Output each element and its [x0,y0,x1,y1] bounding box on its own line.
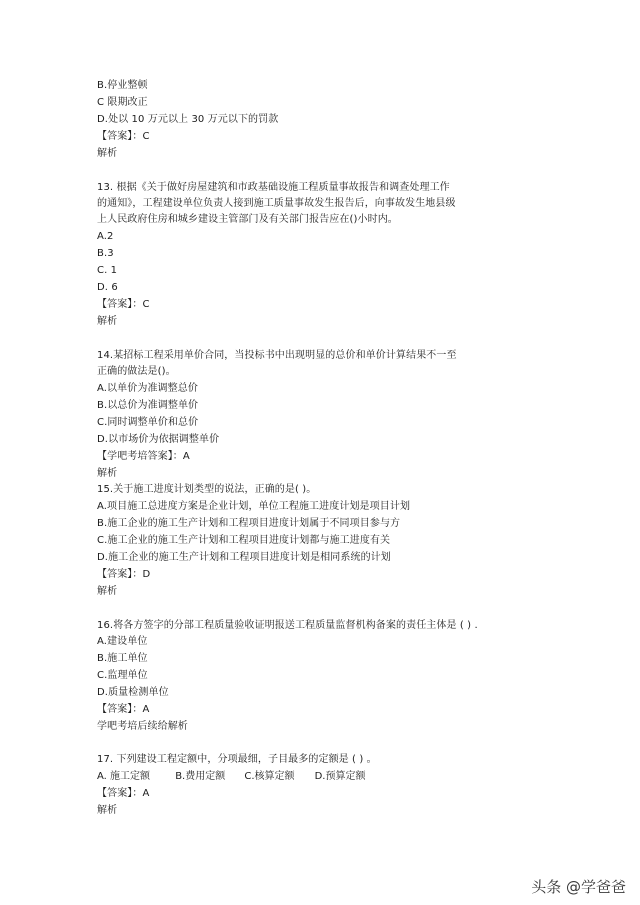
q12-analysis: 解析 [97,148,118,159]
q16-option-c: C.监理单位 [97,670,148,681]
q14-option-a: A.以单价为准调整总价 [97,383,198,394]
toutiao-watermark [531,876,626,897]
q13-stem-line-3: 上人民政府住房和城乡建设主管部门及有关部门报告应在()小时内。 [97,214,398,225]
q13-stem-line-2: 的通知》，工程建设单位负责人接到施工质量事故发生报告后，向事故发生地县级 [97,198,456,209]
q15-stem-line-1: 15.关于施工进度计划类型的说法，正确的是( )。 [97,484,317,495]
q12-option-d: D.处以 10 万元以上 30 万元以下的罚款 [97,114,279,125]
q16-stem-line-1: 16.将各方签字的分部工程质量验收证明报送工程质量监督机构备案的责任主体是 ( ) . [97,620,478,631]
q17-option-d: D.预算定额 [314,771,366,782]
q17-answer: 【答案】：A [97,788,150,799]
q17-options-row [97,770,365,784]
q15-option-d: D.施工企业的施工生产计划和工程项目进度计划是相同系统的计划 [97,552,391,563]
q17-option-a: A. 施工定额 [97,771,151,782]
q14-stem-line-1: 14.某招标工程采用单价合同，当投标书中出现明显的总价和单价计算结果不一至 [97,350,457,361]
q15-option-a: A.项目施工总进度方案是企业计划，单位工程施工进度计划是项目计划 [97,501,411,512]
q17-analysis: 解析 [97,805,118,816]
q14-option-c: C.同时调整单价和总价 [97,417,199,428]
q12-option-c: C 限期改正 [97,97,148,108]
q13-option-b: B.3 [97,248,114,259]
q14-option-d: D.以市场价为依据调整单价 [97,434,220,445]
q16-answer: 【答案】：A [97,704,150,715]
q17-stem-line-1: 17. 下列建设工程定额中，分项最细，子目最多的定额是 ( ) 。 [97,754,377,765]
q15-option-c: C.施工企业的施工生产计划和工程项目进度计划都与施工进度有关 [97,535,391,546]
q15-analysis: 解析 [97,586,118,597]
q13-answer: 【答案】：C [97,299,150,310]
q15-option-b: B.施工企业的施工生产计划和工程项目进度计划属于不同项目参与方 [97,518,401,529]
q13-option-d: D. 6 [97,282,118,293]
q14-analysis: 解析 [97,468,118,479]
q13-analysis: 解析 [97,316,118,327]
q17-option-b: B.费用定额 [175,771,226,782]
q16-analysis: 学吧考培后续给解析 [97,721,188,732]
q15-answer: 【答案】：D [97,569,151,580]
q12-option-b: B.停业整顿 [97,80,148,91]
q13-option-a: A.2 [97,231,114,242]
watermark-text: 头条 @学爸爸 [531,878,626,896]
q16-option-a: A.建设单位 [97,636,148,647]
q17-option-c: C.核算定额 [244,771,295,782]
q13-option-c: C. 1 [97,265,118,276]
q16-option-d: D.质量检测单位 [97,687,169,698]
q16-option-b: B.施工单位 [97,653,148,664]
q14-answer: 【学吧考培答案】：A [97,451,190,462]
q14-option-b: B.以总价为准调整单价 [97,400,199,411]
q14-stem-line-2: 正确的做法是()。 [97,366,176,377]
q12-answer: 【答案】：C [97,131,150,142]
q13-stem-line-1: 13. 根据《关于做好房屋建筑和市政基础设施工程质量事故报告和调查处理工作 [97,182,450,193]
